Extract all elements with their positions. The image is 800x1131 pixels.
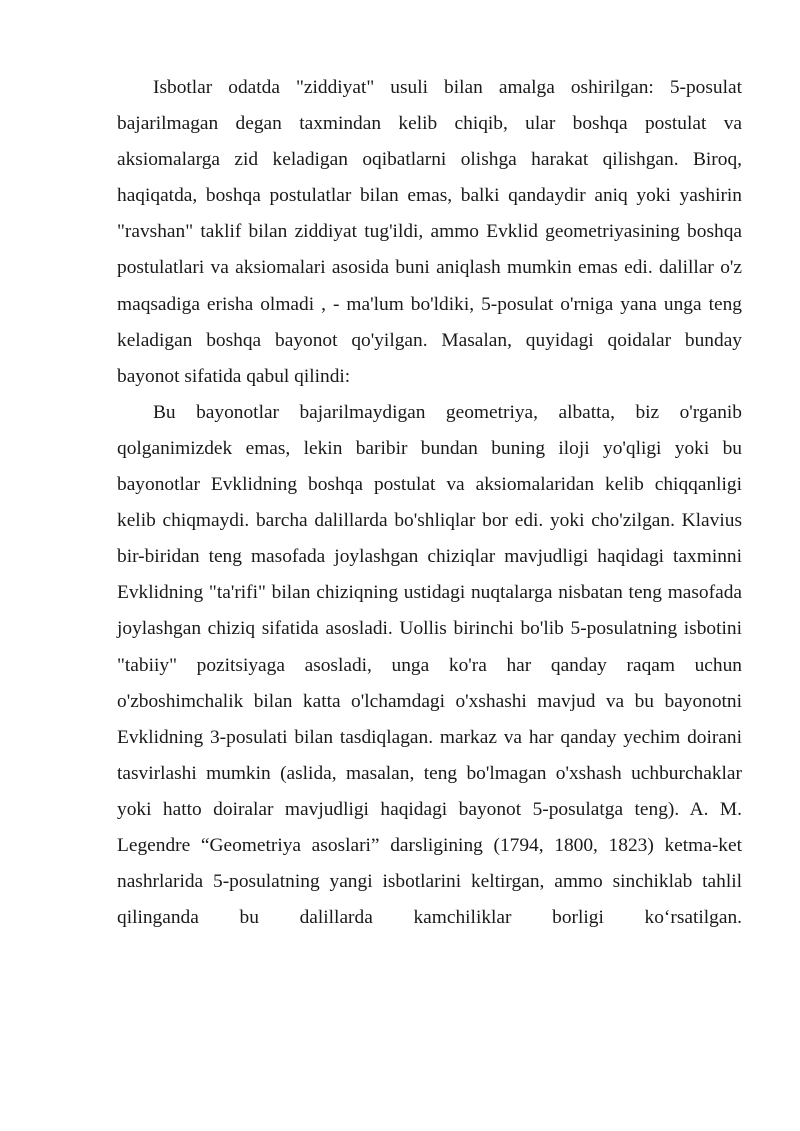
- paragraph-2: Bu bayonotlar bajarilmaydigan geometriya, albatta, biz o'rganib qolganimizdek emas, lekin baribir bundan buning iloji yo'qligi yoki bu bayonotlar Evklidning boshqa postulat va aksiomalaridan kelib chiqqanligi kelib chiqmaydi. barcha dalillarda bo'shliqlar bor edi. yoki cho'zilgan. Klavius bir-biridan teng masofada joylashgan chiziqlar mavjudligi haqidagi taxminni Evklidning "ta'rifi" bilan chiziqning ustidagi nuqtalarga nisbatan teng masofada joylashgan chiziq sifatida asosladi. Uollis birinchi bo'lib 5-posulatning isbotini "tabiiy" pozitsiyaga asosladi, unga ko'ra har qanday raqam uchun o'zboshimchalik bilan katta o'lchamdagi o'xshashi mavjud va bu bayonotni Evklidning 3-posulati bilan tasdiqlagan. markaz va har qanday yechim doirani tasvirlashi mumkin (aslida, masalan, teng bo'lmagan o'xshash uchburchaklar yoki hatto doiralar mavjudligi haqidagi bayonot 5-posulatga teng). A. M. Legendre “Geometriya asoslari” darsligining (1794, 1800, 1823) ketma-ket nashrlarida 5-posulatning yangi isbotlarini keltirgan, ammo sinchiklab tahlil qilinganda bu dalillarda kamchiliklar borligi ko‘rsatilgan.: [117, 401, 742, 929]
- document-page: [117, 70, 742, 936]
- paragraph-1: Isbotlar odatda "ziddiyat" usuli bilan amalga oshirilgan: 5-posulat bajarilmagan degan taxmindan kelib chiqib, ular boshqa postulat va aksiomalarga zid keladigan oqibatlarni olishga harakat qilishgan. Biroq, haqiqatda, boshqa postulatlar bilan emas, balki qandaydir aniq yoki yashirin "ravshan" taklif bilan ziddiyat tug'ildi, ammo Evklid geometriyasining boshqa postulatlari va aksiomalari asosida buni aniqlash mumkin emas edi. dalillar o'z maqsadiga erisha olmadi , - ma'lum bo'ldiki, 5-posulat o'rniga yana unga teng keladigan boshqa bayonot qo'yilgan. Masalan, quyidagi qoidalar bunday bayonot sifatida qabul qilindi:: [117, 77, 742, 387]
